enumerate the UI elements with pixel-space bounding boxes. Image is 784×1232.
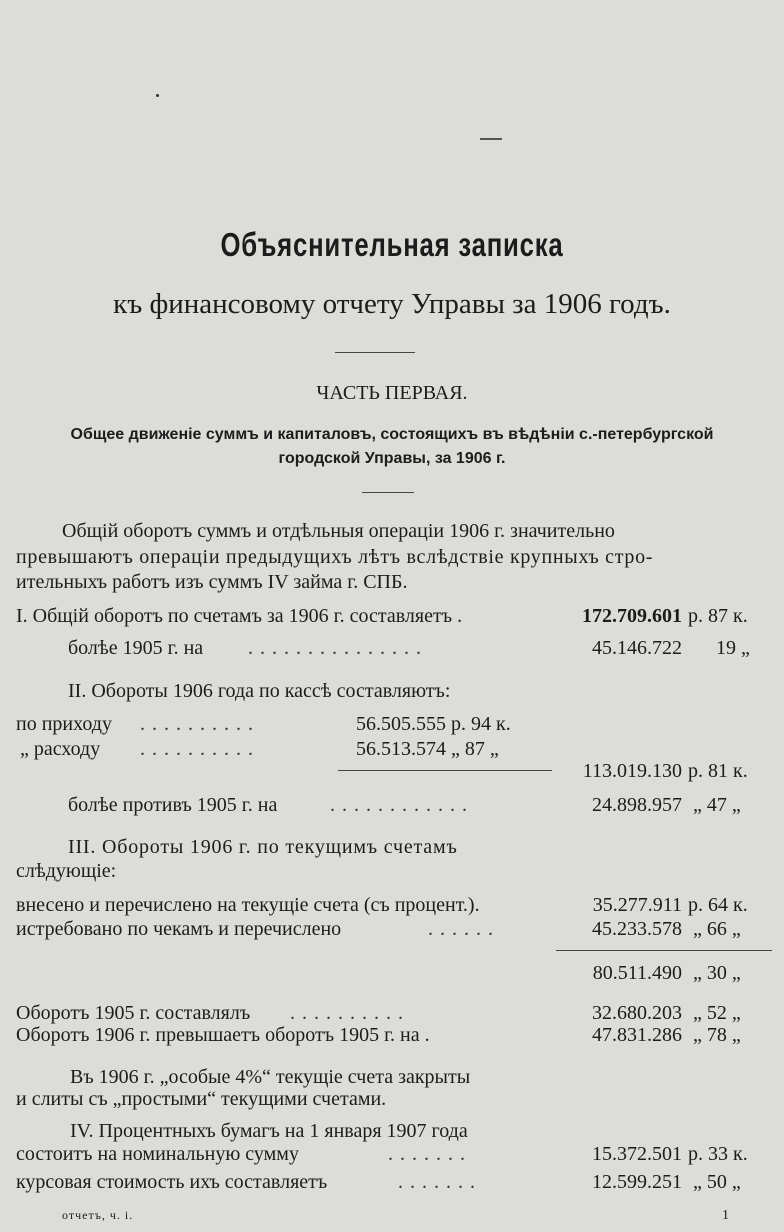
s4-nominal-label: состоитъ на номинальную сумму (16, 1143, 299, 1165)
dot-leader: ....... (388, 1143, 472, 1165)
s3-prev-kopecks: „ 52 „ (693, 1002, 741, 1024)
intro-line-1: Общiй оборотъ суммъ и отдѣльныя операцiи 1906 г. значительно (62, 520, 615, 542)
s3-withdrawn-kopecks: „ 66 „ (693, 918, 741, 940)
part-heading: ЧАСТЬ ПЕРВАЯ. (316, 382, 468, 404)
page-number: 1 (722, 1208, 729, 1223)
s1-total-kopecks: р. 87 к. (688, 605, 748, 627)
s2-total-rubles: 113.019.130 (582, 760, 682, 782)
s2-income-amount: 56.505.555 р. 94 к. (356, 713, 511, 735)
divider (362, 492, 414, 493)
s2-expense-amount: 56.513.574 „ 87 „ (356, 738, 499, 760)
s4-nominal-kopecks: р. 33 к. (688, 1143, 748, 1165)
s2-income-label: по приходу (16, 713, 112, 735)
dot-leader: ....... (398, 1171, 482, 1193)
s2-heading: II. Обороты 1906 года по кассѣ составляютъ: (68, 680, 451, 702)
s4-nominal-rubles: 15.372.501 (592, 1143, 682, 1165)
s3-heading-2: слѣдующiе: (16, 860, 117, 882)
s3-withdrawn-label: истребовано по чекамъ и перечислено (16, 918, 342, 940)
intro-line-3: ительныхъ работъ изъ суммъ IV займа г. СПБ. (16, 571, 408, 593)
s3-note-1: Въ 1906 г. „особые 4%“ текущiе счета закрыты (70, 1066, 471, 1088)
s2-more-kopecks: „ 47 „ (693, 794, 741, 816)
section-heading-line2: городской Управы, за 1906 г. (278, 450, 506, 467)
s1-total-rubles: 172.709.601 (582, 605, 682, 627)
s2-total-kopecks: р. 81 к. (688, 760, 748, 782)
top-dash (480, 138, 502, 140)
page-subtitle: къ финансовому отчету Управы за 1906 годъ. (113, 288, 671, 320)
s4-market-rubles: 12.599.251 (592, 1171, 682, 1193)
s3-exceed-rubles: 47.831.286 (592, 1024, 682, 1046)
dot-leader: .......... (140, 713, 260, 735)
s1-more-kopecks: 19 „ (716, 637, 750, 659)
s3-deposited-label: внесено и перечислено на текущiе счета (съ процент.). (16, 894, 480, 916)
s2-more-label: болѣе противъ 1905 г. на (68, 794, 278, 816)
s3-deposited-kopecks: р. 64 к. (688, 894, 748, 916)
ink-speck (156, 94, 159, 97)
divider (335, 352, 415, 353)
footer-label: отчетъ, ч. i. (62, 1208, 134, 1222)
s3-prev-label: Оборотъ 1905 г. составлялъ (16, 1002, 251, 1024)
s3-exceed-kopecks: „ 78 „ (693, 1024, 741, 1046)
s3-withdrawn-rubles: 45.233.578 (592, 918, 682, 940)
s3-note-2: и слиты съ „простыми“ текущими счетами. (16, 1088, 387, 1110)
s3-total-kopecks: „ 30 „ (693, 962, 741, 984)
dot-leader: .......... (140, 738, 260, 760)
s3-prev-rubles: 32.680.203 (592, 1002, 682, 1024)
s3-exceed-label: Оборотъ 1906 г. превышаетъ оборотъ 1905 г. на . (16, 1024, 430, 1046)
page-title: Объяснительная записка (220, 226, 564, 263)
s1-more-rubles: 45.146.722 (592, 637, 682, 659)
dot-leader: .......... (290, 1002, 410, 1024)
dot-leader: ...... (428, 918, 500, 940)
s3-heading-1: III. Обороты 1906 г. по текущимъ счетамъ (68, 836, 458, 858)
s2-more-rubles: 24.898.957 (592, 794, 682, 816)
s1-more-label: болѣе 1905 г. на (68, 637, 204, 659)
dot-leader: ............ (330, 794, 474, 816)
s4-heading: IV. Процентныхъ бумагъ на 1 января 1907 года (70, 1120, 468, 1142)
intro-line-2: превышаютъ операцiи предыдущихъ лѣтъ вслѣдствiе крупныхъ стро- (16, 546, 654, 568)
s4-market-label: курсовая стоимость ихъ составляетъ (16, 1171, 328, 1193)
sum-rule (338, 770, 552, 771)
sum-rule (556, 950, 772, 951)
section-heading-line1: Общее движенiе суммъ и капиталовъ, состоящихъ въ вѣдѣнiи с.-петербургской (70, 426, 714, 443)
s1-total-label: I. Общiй оборотъ по счетамъ за 1906 г. составляетъ . (16, 605, 463, 627)
s3-deposited-rubles: 35.277.911 (592, 894, 682, 916)
s3-total-rubles: 80.511.490 (592, 962, 682, 984)
dot-leader: ............... (248, 637, 428, 659)
s2-expense-label: „ расходу (20, 738, 101, 760)
s4-market-kopecks: „ 50 „ (693, 1171, 741, 1193)
